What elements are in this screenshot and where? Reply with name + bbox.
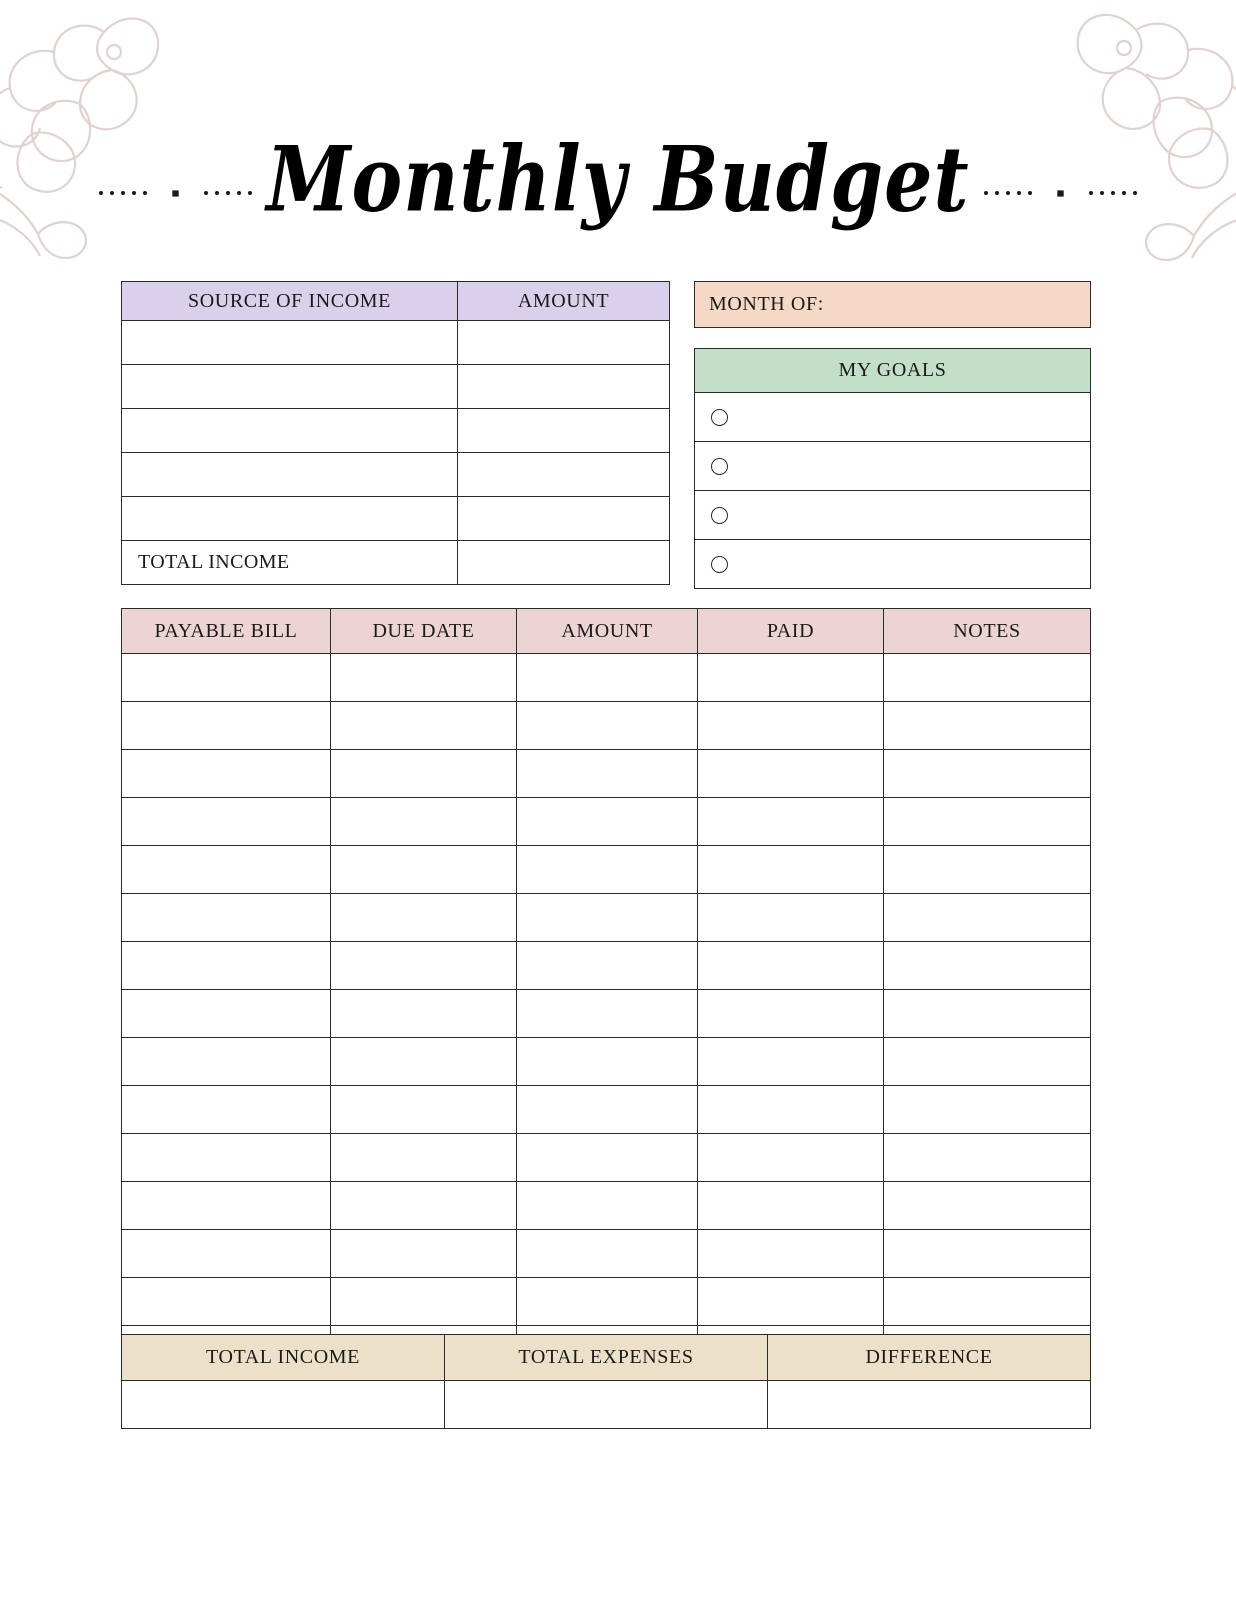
income-source-cell[interactable] (122, 321, 458, 365)
income-source-cell[interactable] (122, 497, 458, 541)
bill-name-cell[interactable] (122, 750, 331, 798)
table-row (122, 1134, 1091, 1182)
bill-paid-cell[interactable] (698, 846, 884, 894)
circle-checkbox-icon[interactable] (711, 409, 728, 426)
bill-notes-cell[interactable] (884, 1038, 1091, 1086)
table-row (122, 1038, 1091, 1086)
income-total-value[interactable] (458, 541, 670, 585)
income-source-cell[interactable] (122, 409, 458, 453)
bill-amount-cell[interactable] (517, 894, 698, 942)
income-row (122, 409, 670, 453)
income-row (122, 365, 670, 409)
bill-name-cell[interactable] (122, 798, 331, 846)
circle-checkbox-icon[interactable] (711, 458, 728, 475)
bill-due-date-cell[interactable] (331, 942, 517, 990)
income-header-amount: AMOUNT (458, 282, 670, 321)
bill-name-cell[interactable] (122, 1038, 331, 1086)
circle-checkbox-icon[interactable] (711, 507, 728, 524)
goals-header: MY GOALS (695, 349, 1091, 393)
bill-due-date-cell[interactable] (331, 990, 517, 1038)
bill-due-date-cell[interactable] (331, 1134, 517, 1182)
bill-paid-cell[interactable] (698, 654, 884, 702)
table-row (122, 1278, 1091, 1326)
goal-cell[interactable] (695, 442, 1091, 491)
bill-paid-cell[interactable] (698, 990, 884, 1038)
bill-notes-cell[interactable] (884, 1086, 1091, 1134)
income-row (122, 453, 670, 497)
bill-paid-cell[interactable] (698, 1038, 884, 1086)
bill-amount-cell[interactable] (517, 654, 698, 702)
bill-due-date-cell[interactable] (331, 654, 517, 702)
dotted-divider-left-icon (99, 163, 252, 198)
bill-notes-cell[interactable] (884, 894, 1091, 942)
bill-paid-cell[interactable] (698, 798, 884, 846)
income-table (121, 281, 670, 585)
bill-notes-cell[interactable] (884, 1230, 1091, 1278)
income-amount-cell[interactable] (458, 321, 670, 365)
bill-name-cell[interactable] (122, 1230, 331, 1278)
bill-amount-cell[interactable] (517, 1038, 698, 1086)
income-header-row (122, 282, 670, 321)
bill-amount-cell[interactable] (517, 1182, 698, 1230)
goal-cell[interactable] (695, 393, 1091, 442)
bill-due-date-cell[interactable] (331, 1278, 517, 1326)
summary-totals-table (121, 1334, 1091, 1429)
bill-notes-cell[interactable] (884, 750, 1091, 798)
income-source-cell[interactable] (122, 453, 458, 497)
bill-notes-cell[interactable] (884, 1278, 1091, 1326)
bill-paid-cell[interactable] (698, 1134, 884, 1182)
bill-name-cell[interactable] (122, 942, 331, 990)
income-amount-cell[interactable] (458, 365, 670, 409)
table-row (122, 990, 1091, 1038)
income-row (122, 321, 670, 365)
bill-paid-cell[interactable] (698, 1086, 884, 1134)
bills-header-payable-bill: PAYABLE BILL (122, 609, 331, 654)
totals-difference-value[interactable] (768, 1381, 1091, 1429)
totals-header-row (122, 1335, 1091, 1381)
income-amount-cell[interactable] (458, 497, 670, 541)
bill-name-cell[interactable] (122, 1134, 331, 1182)
table-row (122, 1230, 1091, 1278)
table-row (122, 750, 1091, 798)
bill-due-date-cell[interactable] (331, 1086, 517, 1134)
bill-amount-cell[interactable] (517, 702, 698, 750)
totals-value-row (122, 1381, 1091, 1429)
bills-header-amount: AMOUNT (517, 609, 698, 654)
goals-header-row (695, 349, 1091, 393)
income-row (122, 497, 670, 541)
table-row (122, 846, 1091, 894)
bill-paid-cell[interactable] (698, 1230, 884, 1278)
month-of-box (694, 281, 1091, 328)
bill-notes-cell[interactable] (884, 990, 1091, 1038)
income-amount-cell[interactable] (458, 409, 670, 453)
income-total-row (122, 541, 670, 585)
income-amount-cell[interactable] (458, 453, 670, 497)
table-row (122, 1086, 1091, 1134)
bill-paid-cell[interactable] (698, 942, 884, 990)
bill-notes-cell[interactable] (884, 846, 1091, 894)
month-of-label[interactable]: MONTH OF: (695, 282, 1091, 328)
goal-item (695, 540, 1091, 589)
table-row (122, 1182, 1091, 1230)
bill-notes-cell[interactable] (884, 702, 1091, 750)
bill-paid-cell[interactable] (698, 1182, 884, 1230)
totals-header-total-income: TOTAL INCOME (122, 1335, 445, 1381)
bill-paid-cell[interactable] (698, 702, 884, 750)
bills-header-row (122, 609, 1091, 654)
bill-amount-cell[interactable] (517, 798, 698, 846)
goal-cell[interactable] (695, 540, 1091, 589)
dotted-divider-right-icon (984, 163, 1137, 198)
income-source-cell[interactable] (122, 365, 458, 409)
bill-due-date-cell[interactable] (331, 750, 517, 798)
totals-total-income-value[interactable] (122, 1381, 445, 1429)
bill-amount-cell[interactable] (517, 990, 698, 1038)
bill-paid-cell[interactable] (698, 1278, 884, 1326)
bill-amount-cell[interactable] (517, 1230, 698, 1278)
bill-due-date-cell[interactable] (331, 846, 517, 894)
goal-item (695, 491, 1091, 540)
bill-name-cell[interactable] (122, 654, 331, 702)
payable-bills-table (121, 608, 1091, 1374)
bill-paid-cell[interactable] (698, 750, 884, 798)
bill-notes-cell[interactable] (884, 942, 1091, 990)
income-header-source: SOURCE OF INCOME (122, 282, 458, 321)
table-row (122, 702, 1091, 750)
bill-due-date-cell[interactable] (331, 798, 517, 846)
totals-header-total-expenses: TOTAL EXPENSES (445, 1335, 768, 1381)
bill-due-date-cell[interactable] (331, 1230, 517, 1278)
month-of-row (695, 282, 1091, 328)
bill-notes-cell[interactable] (884, 798, 1091, 846)
bill-name-cell[interactable] (122, 1182, 331, 1230)
bill-name-cell[interactable] (122, 894, 331, 942)
bill-notes-cell[interactable] (884, 654, 1091, 702)
bill-due-date-cell[interactable] (331, 894, 517, 942)
goal-item (695, 393, 1091, 442)
bill-notes-cell[interactable] (884, 1134, 1091, 1182)
table-row (122, 894, 1091, 942)
income-total-label: TOTAL INCOME (122, 541, 458, 585)
table-row (122, 654, 1091, 702)
bill-name-cell[interactable] (122, 990, 331, 1038)
goals-table (694, 348, 1091, 589)
bill-due-date-cell[interactable] (331, 1182, 517, 1230)
bill-amount-cell[interactable] (517, 846, 698, 894)
bill-paid-cell[interactable] (698, 894, 884, 942)
bill-name-cell[interactable] (122, 702, 331, 750)
goal-cell[interactable] (695, 491, 1091, 540)
table-row (122, 798, 1091, 846)
page-title-row (0, 120, 1236, 240)
bill-amount-cell[interactable] (517, 1134, 698, 1182)
bill-name-cell[interactable] (122, 1086, 331, 1134)
bill-amount-cell[interactable] (517, 750, 698, 798)
bills-header-notes: NOTES (884, 609, 1091, 654)
bill-amount-cell[interactable] (517, 1086, 698, 1134)
goal-item (695, 442, 1091, 491)
bill-amount-cell[interactable] (517, 1278, 698, 1326)
table-row (122, 942, 1091, 990)
page-title: Monthly Budget (266, 126, 970, 232)
bill-name-cell[interactable] (122, 1278, 331, 1326)
bill-amount-cell[interactable] (517, 942, 698, 990)
bills-header-paid: PAID (698, 609, 884, 654)
bill-notes-cell[interactable] (884, 1182, 1091, 1230)
bill-due-date-cell[interactable] (331, 702, 517, 750)
totals-header-difference: DIFFERENCE (768, 1335, 1091, 1381)
bill-name-cell[interactable] (122, 846, 331, 894)
circle-checkbox-icon[interactable] (711, 556, 728, 573)
bill-due-date-cell[interactable] (331, 1038, 517, 1086)
bills-header-due-date: DUE DATE (331, 609, 517, 654)
totals-total-expenses-value[interactable] (445, 1381, 768, 1429)
